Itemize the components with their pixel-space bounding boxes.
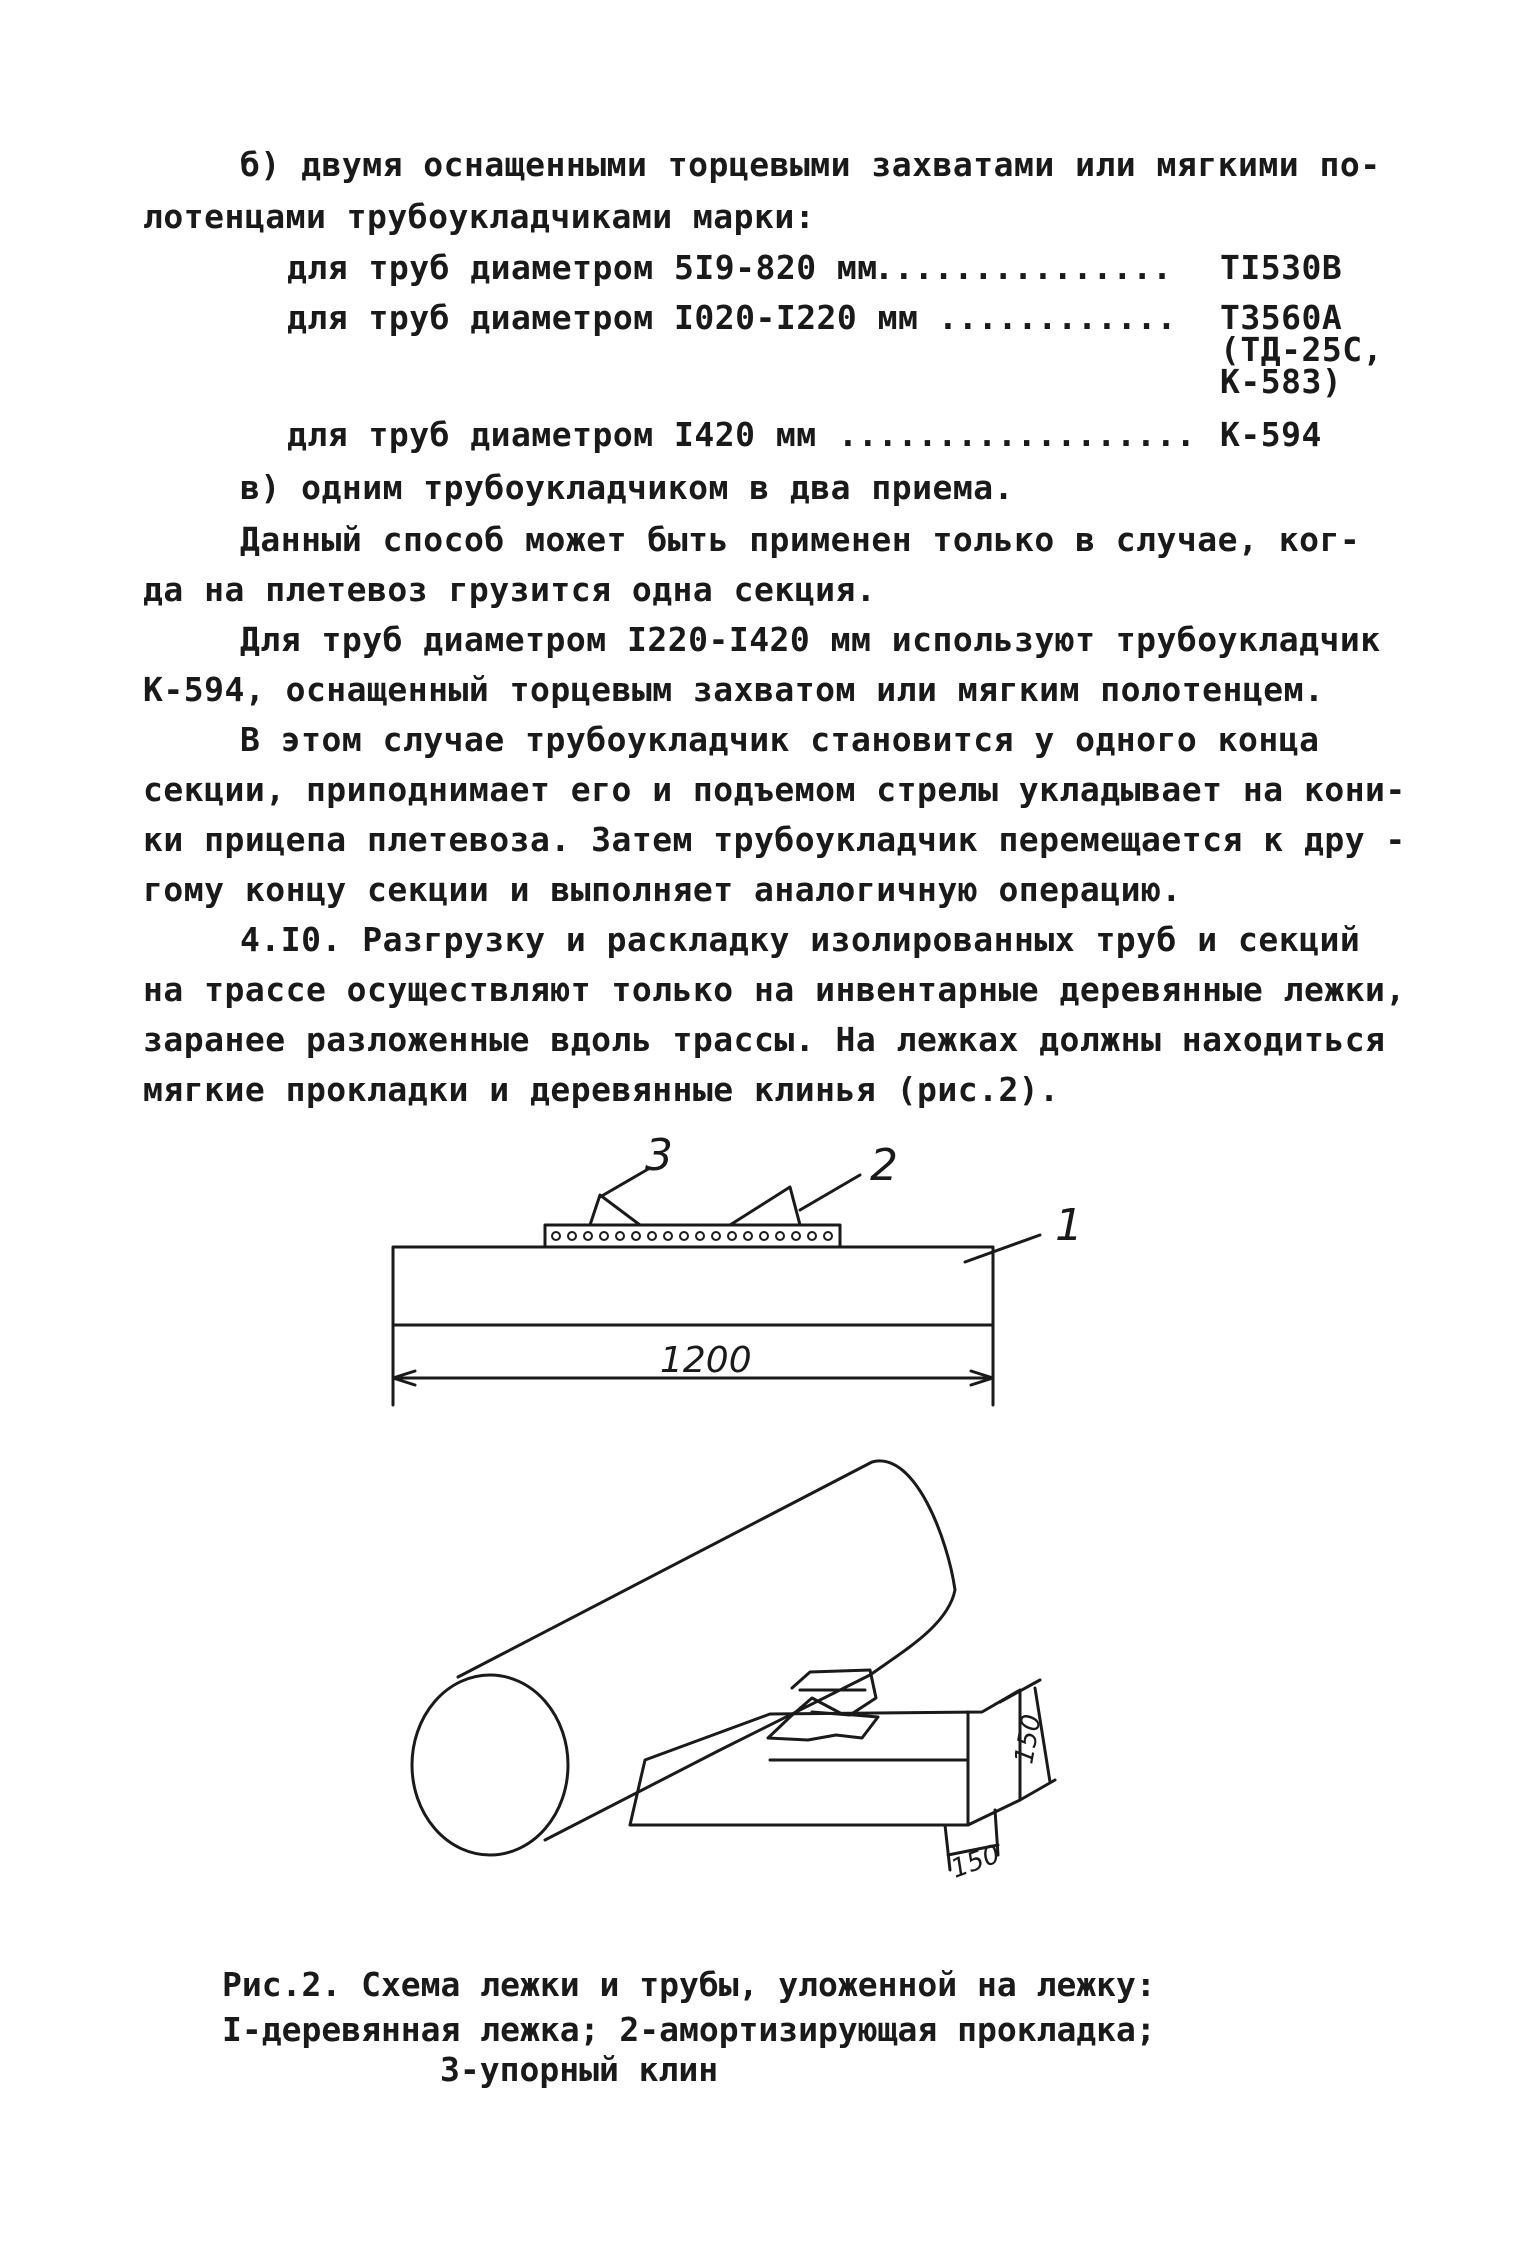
paragraph-b-line2: лотенцами трубоукладчиками марки: <box>143 197 816 236</box>
paragraph-g-line1: 4.I0. Разгрузку и раскладку изолированных труб и секций <box>240 920 1361 959</box>
leader-2 <box>800 1175 860 1210</box>
paragraph-f-line3: ки прицепа плетевоза. Затем трубоукладчик перемещается к дру - <box>143 820 1406 859</box>
spec-dots-2: ............ <box>938 298 1177 337</box>
spec-label-3: для труб диаметром I420 мм <box>287 415 817 454</box>
figure-caption-line1: Рис.2. Схема лежки и трубы, уложенной на лежку: <box>222 1965 1156 2004</box>
skid-perspective <box>630 1690 1020 1825</box>
spec-value-2: T3560A <box>1220 298 1343 337</box>
paragraph-f-line4: гому концу секции и выполняет аналогичную операцию. <box>143 870 1182 909</box>
leader-1 <box>965 1235 1040 1262</box>
paragraph-g-line2: на трассе осуществляют только на инвентарные деревянные лежки, <box>143 970 1406 1009</box>
stop-wedge-left <box>590 1195 640 1225</box>
callout-2: 2 <box>870 1140 898 1191</box>
spec-dots-1: ............... <box>874 248 1173 287</box>
figure-caption-line3: 3-упорный клин <box>440 2050 719 2089</box>
callout-1: 1 <box>1055 1200 1083 1251</box>
paragraph-d-line2: да на плетевоз грузится одна секция. <box>143 570 877 609</box>
paragraph-d-line1: Данный способ может быть применен только в случае, ког- <box>240 520 1361 559</box>
paragraph-g-line3: заранее разложенные вдоль трассы. На лежках должны находиться <box>143 1020 1386 1059</box>
spec-value-2-extra2: К-583) <box>1220 362 1343 401</box>
paragraph-f-line1: В этом случае трубоукладчик становится у одного конца <box>240 720 1320 759</box>
paragraph-e-line2: К-594, оснащенный торцевым захватом или мягким полотенцем. <box>143 670 1325 709</box>
spec-label-1: для труб диаметром 5I9-820 мм <box>287 248 878 287</box>
leader-3 <box>600 1168 650 1197</box>
spec-dots-3: .................. <box>838 415 1196 454</box>
paragraph-b-line1: б) двумя оснащенными торцевыми захватами или мягкими по- <box>240 145 1381 184</box>
dimension-150-width: 150 <box>947 1839 1005 1885</box>
spec-value-3: К-594 <box>1220 415 1322 454</box>
spec-label-2: для труб диаметром I020-I220 мм <box>287 298 919 337</box>
paragraph-g-line4: мягкие прокладки и деревянные клинья (рис.2). <box>143 1070 1060 1109</box>
cushion-pad-side <box>545 1225 840 1247</box>
wedge-perspective <box>792 1670 876 1715</box>
dimension-150-height: 150 <box>1009 1712 1048 1767</box>
pipe-body <box>458 1461 955 1840</box>
paragraph-c: в) одним трубоукладчиком в два приема. <box>240 468 1014 507</box>
figure-caption-line2: I-деревянная лежка; 2-амортизирующая прокладка; <box>222 2010 1156 2049</box>
stop-wedge-right <box>730 1187 800 1225</box>
spec-value-2-extra1: (ТД-25С, <box>1220 330 1383 369</box>
skid-side-view <box>393 1247 993 1325</box>
pipe-end <box>412 1675 568 1855</box>
cushion-perspective <box>768 1698 878 1740</box>
paragraph-e-line1: Для труб диаметром I220-I420 мм используют трубоукладчик <box>240 620 1381 659</box>
paragraph-f-line2: секции, приподнимает его и подъемом стрелы укладывает на кони- <box>143 770 1406 809</box>
callout-3: 3 <box>645 1130 673 1181</box>
dimension-1200: 1200 <box>660 1340 752 1381</box>
spec-value-1: TI530B <box>1220 248 1343 287</box>
